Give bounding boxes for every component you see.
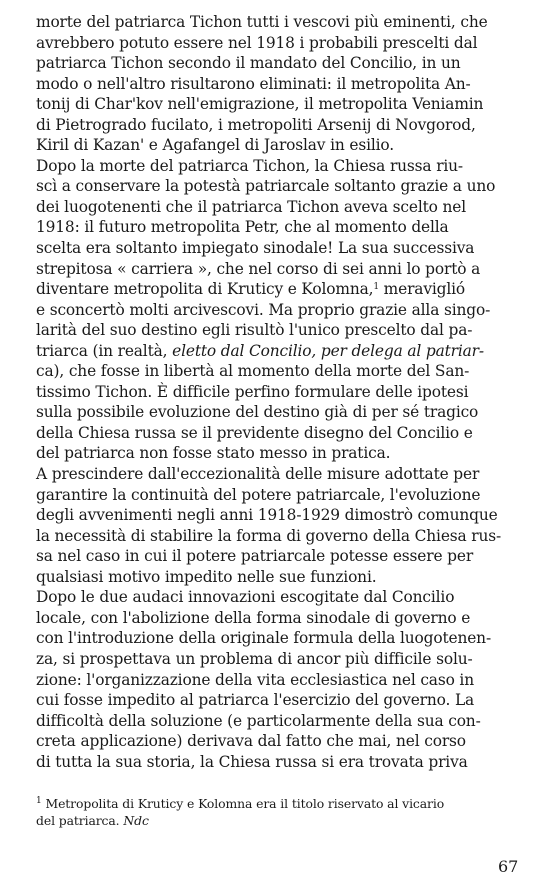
- footnote-text: Metropolita di Kruticy e Kolomna era il titolo riservato al vicario: [41, 796, 445, 811]
- footnote-line: [36, 812, 531, 829]
- footnote-line: [36, 795, 531, 812]
- text-line: cui fosse impedito al patriarca l'esercizio del governo. La: [36, 691, 475, 710]
- text-line: difficoltà della soluzione (e particolarmente della sua con-: [36, 711, 481, 730]
- footnote-reference: 1: [373, 282, 379, 293]
- text-line: Kiril di Kazan' e Agafangel di Jaroslav in esilio.: [36, 136, 394, 155]
- text-line: sulla possibile evoluzione del destino già di per sé tragico: [36, 403, 479, 422]
- text-line: morte del patriarca Tichon tutti i vescovi più eminenti, che: [36, 13, 488, 31]
- footnote-editor-note: Ndc: [123, 813, 149, 828]
- text-line: scì a conservare la potestà patriarcale soltanto grazie a uno: [36, 177, 496, 196]
- text-line: locale, con l'abolizione della forma sinodale di governo e: [36, 608, 471, 627]
- text-line: [36, 341, 531, 362]
- text-line: del patriarca non fosse stato messo in pratica.: [36, 444, 391, 463]
- italic-phrase: eletto dal Concilio, per delega al patriar-: [172, 341, 484, 360]
- text-line: di Pietrogrado fucilato, i metropoliti Arsenij di Novgorod,: [36, 115, 476, 134]
- text-line: A prescindere dall'eccezionalità delle misure adottate per: [36, 465, 480, 484]
- text-line: di tutta la sua storia, la Chiesa russa si era trovata priva: [36, 752, 468, 771]
- text-line: tonij di Char'kov nell'emigrazione, il metropolita Veniamin: [36, 95, 484, 114]
- text-line: strepitosa « carriera », che nel corso di sei anni lo portò a: [36, 259, 481, 278]
- text-line: Dopo le due audaci innovazioni escogitate dal Concilio: [36, 588, 455, 607]
- text-fragment: diventare metropolita di Kruticy e Kolomna,: [36, 280, 374, 299]
- text-line: zione: l'organizzazione della vita ecclesiastica nel caso in: [36, 670, 474, 689]
- text-line: [36, 279, 531, 300]
- text-line: scelta era soltanto impiegato sinodale! La sua successiva: [36, 239, 475, 258]
- text-fragment: meraviglió: [378, 280, 465, 299]
- text-fragment: triarca (in realtà,: [36, 341, 173, 360]
- text-line: 1918: il futuro metropolita Petr, che al momento della: [36, 218, 449, 237]
- text-line: garantire la continuità del potere patriarcale, l'evoluzione: [36, 485, 481, 504]
- footnote-marker: 1: [36, 796, 42, 806]
- text-line: degli avvenimenti negli anni 1918-1929 dimostrò comunque: [36, 506, 498, 525]
- text-line: avrebbero potuto essere nel 1918 i probabili prescelti dal: [36, 33, 478, 52]
- text-line: za, si prospettava un problema di ancor più difficile solu-: [36, 649, 473, 668]
- text-line: sa nel caso in cui il potere patriarcale potesse essere per: [36, 547, 474, 566]
- text-fragment: ca), che fosse in libertà al momento della morte del San-: [36, 362, 470, 381]
- text-line: con l'introduzione della originale formula della luogotenen-: [36, 629, 491, 648]
- text-line: creta applicazione) derivava dal fatto che mai, nel corso: [36, 732, 466, 751]
- text-line: modo o nell'altro risultarono eliminati: il metropolita An-: [36, 74, 471, 93]
- text-line: larità del suo destino egli risultò l'unico prescelto dal pa-: [36, 321, 473, 340]
- page-number: 67: [498, 857, 519, 876]
- text-line: dei luogotenenti che il patriarca Tichon aveva scelto nel: [36, 197, 467, 216]
- footnote-text: del patriarca.: [36, 813, 124, 828]
- text-line: [36, 361, 531, 382]
- text-line: patriarca Tichon secondo il mandato del Concilio, in un: [36, 54, 461, 73]
- text-line: qualsiasi motivo impedito nelle sue funzioni.: [36, 567, 377, 586]
- text-line: la necessità di stabilire la forma di governo della Chiesa rus-: [36, 526, 502, 545]
- text-line: Dopo la morte del patriarca Tichon, la Chiesa russa riu-: [36, 156, 463, 175]
- text-line: tissimo Tichon. È difficile perfino formulare delle ipotesi: [36, 382, 469, 401]
- body-text: [36, 12, 531, 772]
- text-line: e sconcertò molti arcivescovi. Ma proprio grazie alla singo-: [36, 300, 491, 319]
- text-line: della Chiesa russa se il previdente disegno del Concilio e: [36, 423, 473, 442]
- footnote: [36, 795, 531, 829]
